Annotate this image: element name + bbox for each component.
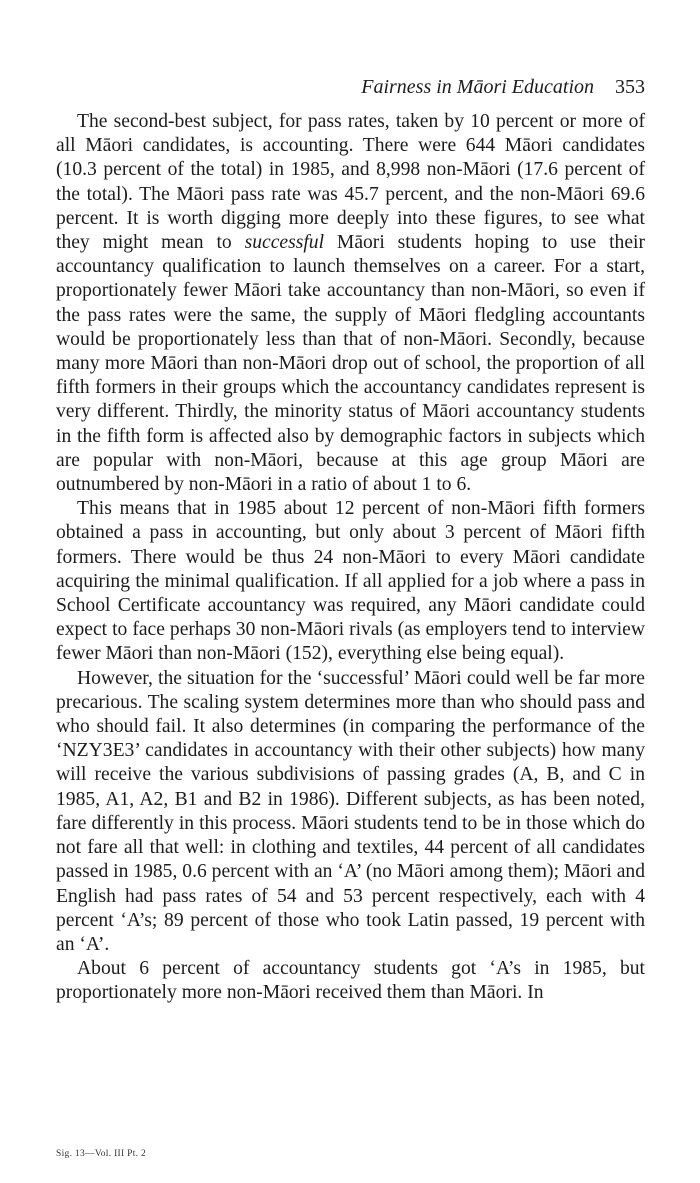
running-head-title: Fairness in Māori Education [361,76,594,98]
paragraph-1: The second-best subject, for pass rates, taken by 10 percent or more of all Māori candidates, is accounting. There were 644 Māori candidates (10.3 percent of the total) in 1985, and 8,998 non-Māori (17.6 percent of the total). The Māori pass rate was 45.7 percent, and the non-Māori 69.6 percent. It is worth digging more deeply into these figures, to see what they might mean to successful Māori students hoping to use their accountancy qualification to launch themselves on a career. For a start, proportionately fewer Māori take accountancy than non-Māori, so even if the pass rates were the same, the supply of Māori fledgling accountants would be proportionately less than that of non-Māori. Secondly, because many more Māori than non-Māori drop out of school, the proportion of all fifth formers in their groups which the accountancy candidates represent is very different. Thirdly, the minority status of Māori accountancy students in the fifth form is affected also by demographic factors in subjects which are popular with non-Māori, because at this age group Māori are outnumbered by non-Māori in a ratio of about 1 to 6. [56,111,645,496]
paragraph-4: About 6 percent of accountancy students got ‘A’s in 1985, but proportionately more non-Māori received them than Māori. In [56,958,645,1004]
page-number: 353 [615,76,645,98]
paragraph-2: This means that in 1985 about 12 percent of non-Māori fifth formers obtained a pass in accounting, but only about 3 percent of Māori fifth formers. There would be thus 24 non-Māori to every Māori candidate acquiring the minimal qualification. If all applied for a job where a pass in School Certificate accountancy was required, any Māori candidate could expect to face perhaps 30 non-Māori rivals (as employers tend to interview fewer Māori than non-Māori (152), everything else being equal). [56,498,645,665]
paragraph-3: However, the situation for the ‘successful’ Māori could well be far more precarious. The scaling system determines more than who should pass and who should fail. It also determines (in comparing the performance of the ‘NZY3E3’ candidates in accountancy with their other subjects) how many will receive the various subdivisions of passing grades (A, B, and C in 1985, A1, A2, B1 and B2 in 1986). Different subjects, as has been noted, fare differently in this process. Māori students tend to be in those which do not fare all that well: in clothing and textiles, 44 percent of all candidates passed in 1985, 0.6 percent with an ‘A’ (no Māori among them); Māori and English had pass rates of 54 and 53 percent respectively, each with 4 percent ‘A’s; 89 percent of those who took Latin passed, 19 percent with an ‘A’. [56,667,645,955]
body-text [56,110,645,1006]
signature-mark: Sig. 13—Vol. III Pt. 2 [56,1149,147,1159]
running-head [361,76,645,99]
emphasis-successful: successful [244,232,325,254]
